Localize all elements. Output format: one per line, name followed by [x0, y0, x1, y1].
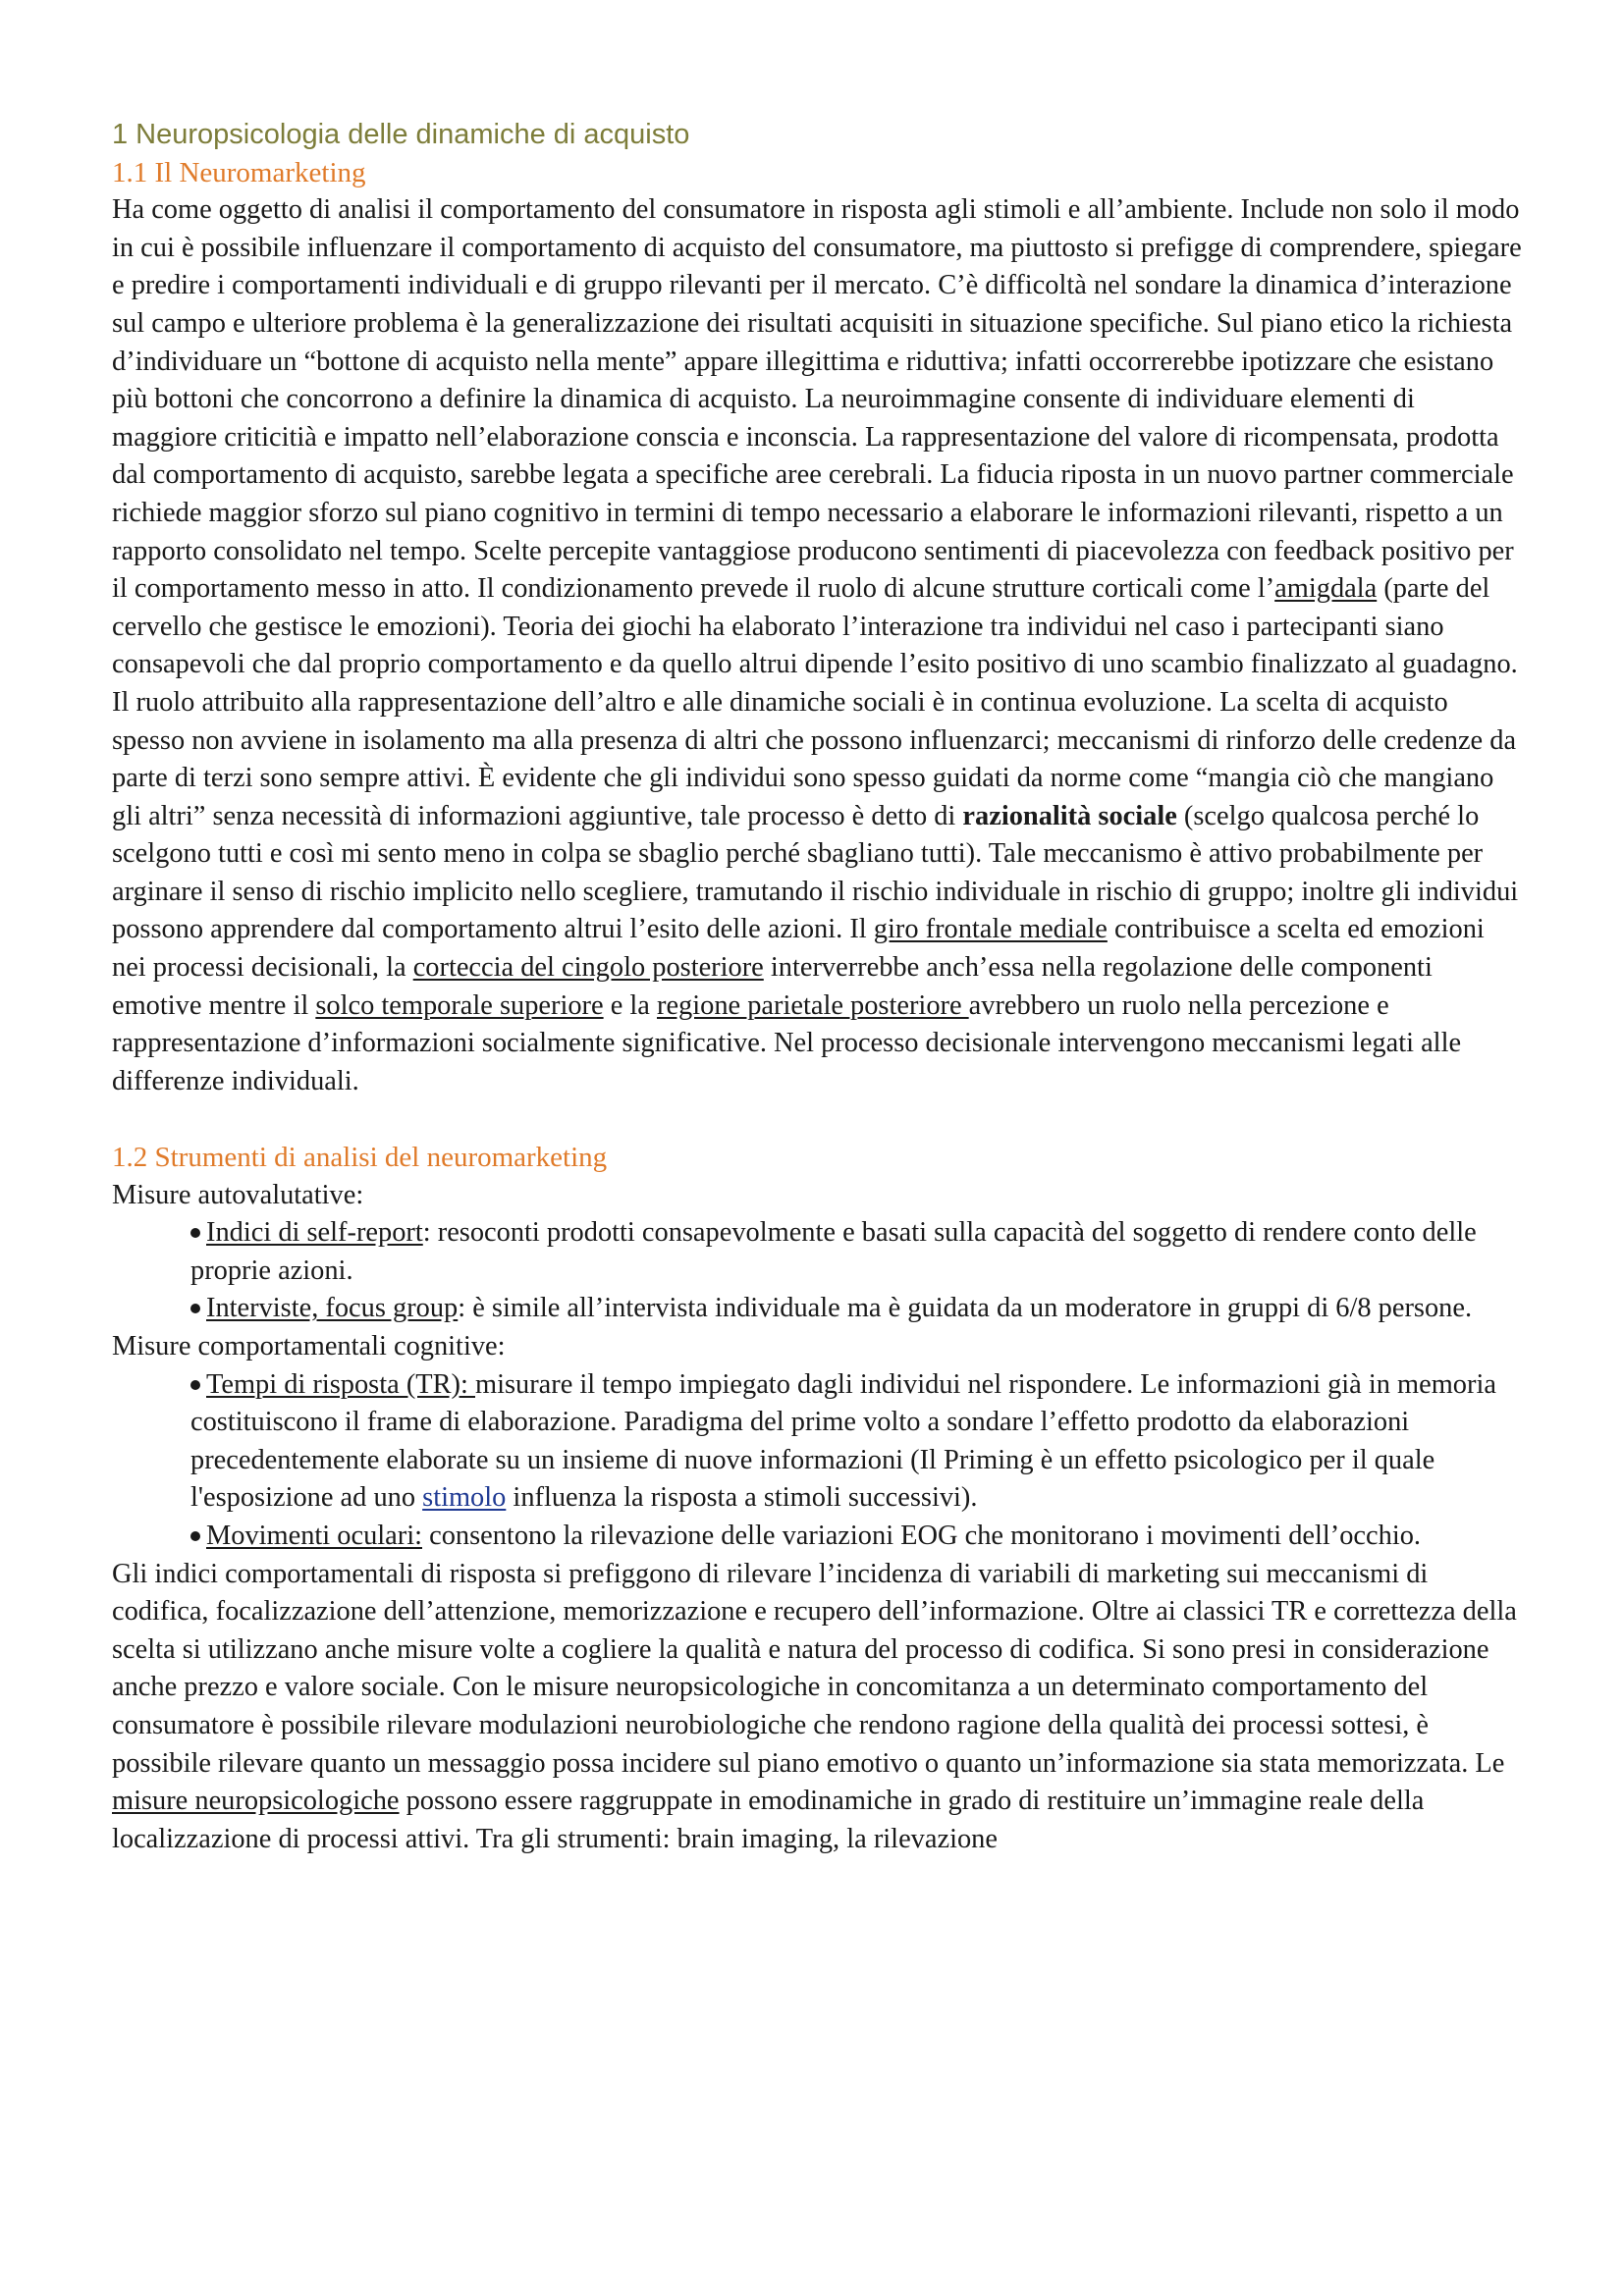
section-1-paragraph: Ha come oggetto di analisi il comportamento del consumatore in risposta agli stimoli e all’ambiente. Include non solo il modo in cui è possibile influenzare il comportamento di acquisto del consumatore, ma piuttosto si prefigge di comprendere, spiegare e predire i comportamenti individuali e di gruppo rilevanti per il mercato. C’è difficoltà nel sondare la dinamica d’interazione sul campo e ulteriore problema è la generalizzazione dei risultati acquisiti in situazione specifiche. Sul piano etico la richiesta d’individuare un “bottone di acquisto nella mente” appare illegittima e riduttiva; infatti occorrerebbe ipotizzare che esistano più bottoni che concorrono a definire la dinamica di acquisto. La neuroimmagine consente di individuare elementi di maggiore criticitià e impatto nell’elaborazione conscia e inconscia. La rappresentazione del valore di ricompensata, prodotta dal comportamento di acquisto, sarebbe legata a specifiche aree cerebrali. La fiducia riposta in un nuovo partner commerciale richiede maggior sforzo sul piano cognitivo in termini di tempo necessario a elaborare le informazioni rilevanti, rispetto a un rapporto consolidato nel tempo. Scelte percepite vantaggiose producono sentimenti di piacevolezza con feedback positivo per il comportamento messo in atto. Il condizionamento prevede il ruolo di alcune strutture corticali come l’amigdala (parte del cervello che gestisce le emozioni). Teoria dei giochi ha elaborato l’interazione tra individui nel caso i partecipanti siano consapevoli che dal proprio comportamento e da quello altrui dipende l’esito positivo di uno scambio finalizzato al guadagno. Il ruolo attribuito alla rappresentazione dell’altro e alle dinamiche sociali è in continua evoluzione. La scelta di acquisto spesso non avviene in isolamento ma alla presenza di altri che possono influenzarci; meccanismi di rinforzo delle credenze da parte di terzi sono sempre attivi. È evidente che gli individui sono spesso guidati da norme come “mangia ciò che mangiano gli altri” senza necessità di informazioni aggiuntive, tale processo è detto di razionalità sociale (scelgo qualcosa perché lo scelgono tutti e così mi sento meno in colpa se sbaglio perché sbagliano tutti). Tale meccanismo è attivo probabilmente per arginare il senso di rischio implicito nello scegliere, tramutando il rischio individuale in rischio di gruppo; inoltre gli individui possono apprendere dal comportamento altrui l’esito delle azioni. Il giro frontale mediale contribuisce a scelta ed emozioni nei processi decisionali, la corteccia del cingolo posteriore interverrebbe anch’essa nella regolazione delle componenti emotive mentre il solco temporale superiore e la regione parietale posteriore avrebbero un ruolo nella percezione e rappresentazione d’informazioni socialmente significative. Nel processo decisionale intervengono meccanismi legati alle differenze individuali.	[112, 194, 1522, 1096]
section-2-title: 1.2 Strumenti di analisi del neuromarketing	[112, 1142, 608, 1174]
autovalutative-list	[112, 1214, 1522, 1328]
chapter-title: 1 Neuropsicologia delle dinamiche di acquisto	[112, 119, 690, 150]
stimolo-link[interactable]: stimolo	[422, 1482, 507, 1514]
section-1-title: 1.1 Il Neuromarketing	[112, 156, 366, 188]
term-misure-neuropsicologiche: misure neuropsicologiche	[112, 1786, 400, 1817]
term-amigdala: amigdala	[1274, 573, 1378, 605]
bullet-icon	[190, 1228, 200, 1238]
list-item: Movimenti oculari: consentono la rilevazione delle variazioni EOG che monitorano i movimenti dell’occhio.	[190, 1518, 1522, 1556]
term-tempi-risposta: Tempi di risposta (TR):	[206, 1368, 475, 1400]
term-interviste: Interviste, focus group	[206, 1293, 459, 1324]
comportamentali-label: Misure comportamentali cognitive:	[112, 1331, 506, 1362]
term-self-report: Indici di self-report	[206, 1217, 423, 1249]
term-corteccia-cingolo: corteccia del cingolo posteriore	[412, 952, 764, 984]
bullet-icon	[190, 1304, 200, 1313]
comportamentali-list	[112, 1366, 1522, 1556]
autovalutative-label: Misure autovalutative:	[112, 1179, 364, 1210]
bullet-icon	[190, 1531, 200, 1541]
list-item: Indici di self-report: resoconti prodotti consapevolmente e basati sulla capacità del soggetto di rendere conto delle proprie azioni.	[190, 1217, 1477, 1286]
term-razionalita-sociale: razionalità sociale	[962, 800, 1177, 831]
term-movimenti-oculari: Movimenti oculari:	[206, 1520, 422, 1551]
list-item: Interviste, focus group: è simile all’intervista individuale ma è guidata da un moderatore in gruppi di 6/8 persone.	[190, 1290, 1522, 1328]
term-solco-temporale: solco temporale superiore	[315, 989, 604, 1021]
term-giro-frontale: giro frontale mediale	[873, 914, 1108, 945]
document-page	[112, 116, 1522, 1858]
term-regione-parietale: regione parietale posteriore	[657, 989, 969, 1021]
section-2-paragraph: Gli indici comportamentali di risposta si prefiggono di rilevare l’incidenza di variabili di marketing sui meccanismi di codifica, focalizzazione dell’attenzione, memorizzazione e recupero dell’informazione. Oltre ai classici TR e correttezza della scelta si utilizzano anche misure volte a cogliere la qualità e natura del processo di codifica. Si sono presi in considerazione anche prezzo e valore sociale. Con le misure neuropsicologiche in concomitanza a un determinato comportamento del consumatore è possibile rilevare modulazioni neurobiologiche che rendono ragione della qualità dei processi sottesi, è possibile rilevare quanto un messaggio possa incidere sul piano emotivo o quanto un’informazione sia stata memorizzata. Le misure neuropsicologiche possono essere raggruppate in emodinamiche in grado di restituire un’immagine reale della localizzazione di processi attivi. Tra gli strumenti: brain imaging, la rilevazione	[112, 1558, 1517, 1854]
list-item: Tempi di risposta (TR): misurare il tempo impiegato dagli individui nel rispondere. Le informazioni già in memoria costituiscono il frame di elaborazione. Paradigma del prime volto a sondare l’effetto prodotto da elaborazioni precedentemente elaborate su un insieme di nuove informazioni (Il Priming è un effetto psicologico per il quale l'esposizione ad uno stimolo influenza la risposta a stimoli successivi).	[190, 1368, 1496, 1514]
paragraph-gap	[112, 1100, 1522, 1139]
bullet-icon	[190, 1380, 200, 1390]
